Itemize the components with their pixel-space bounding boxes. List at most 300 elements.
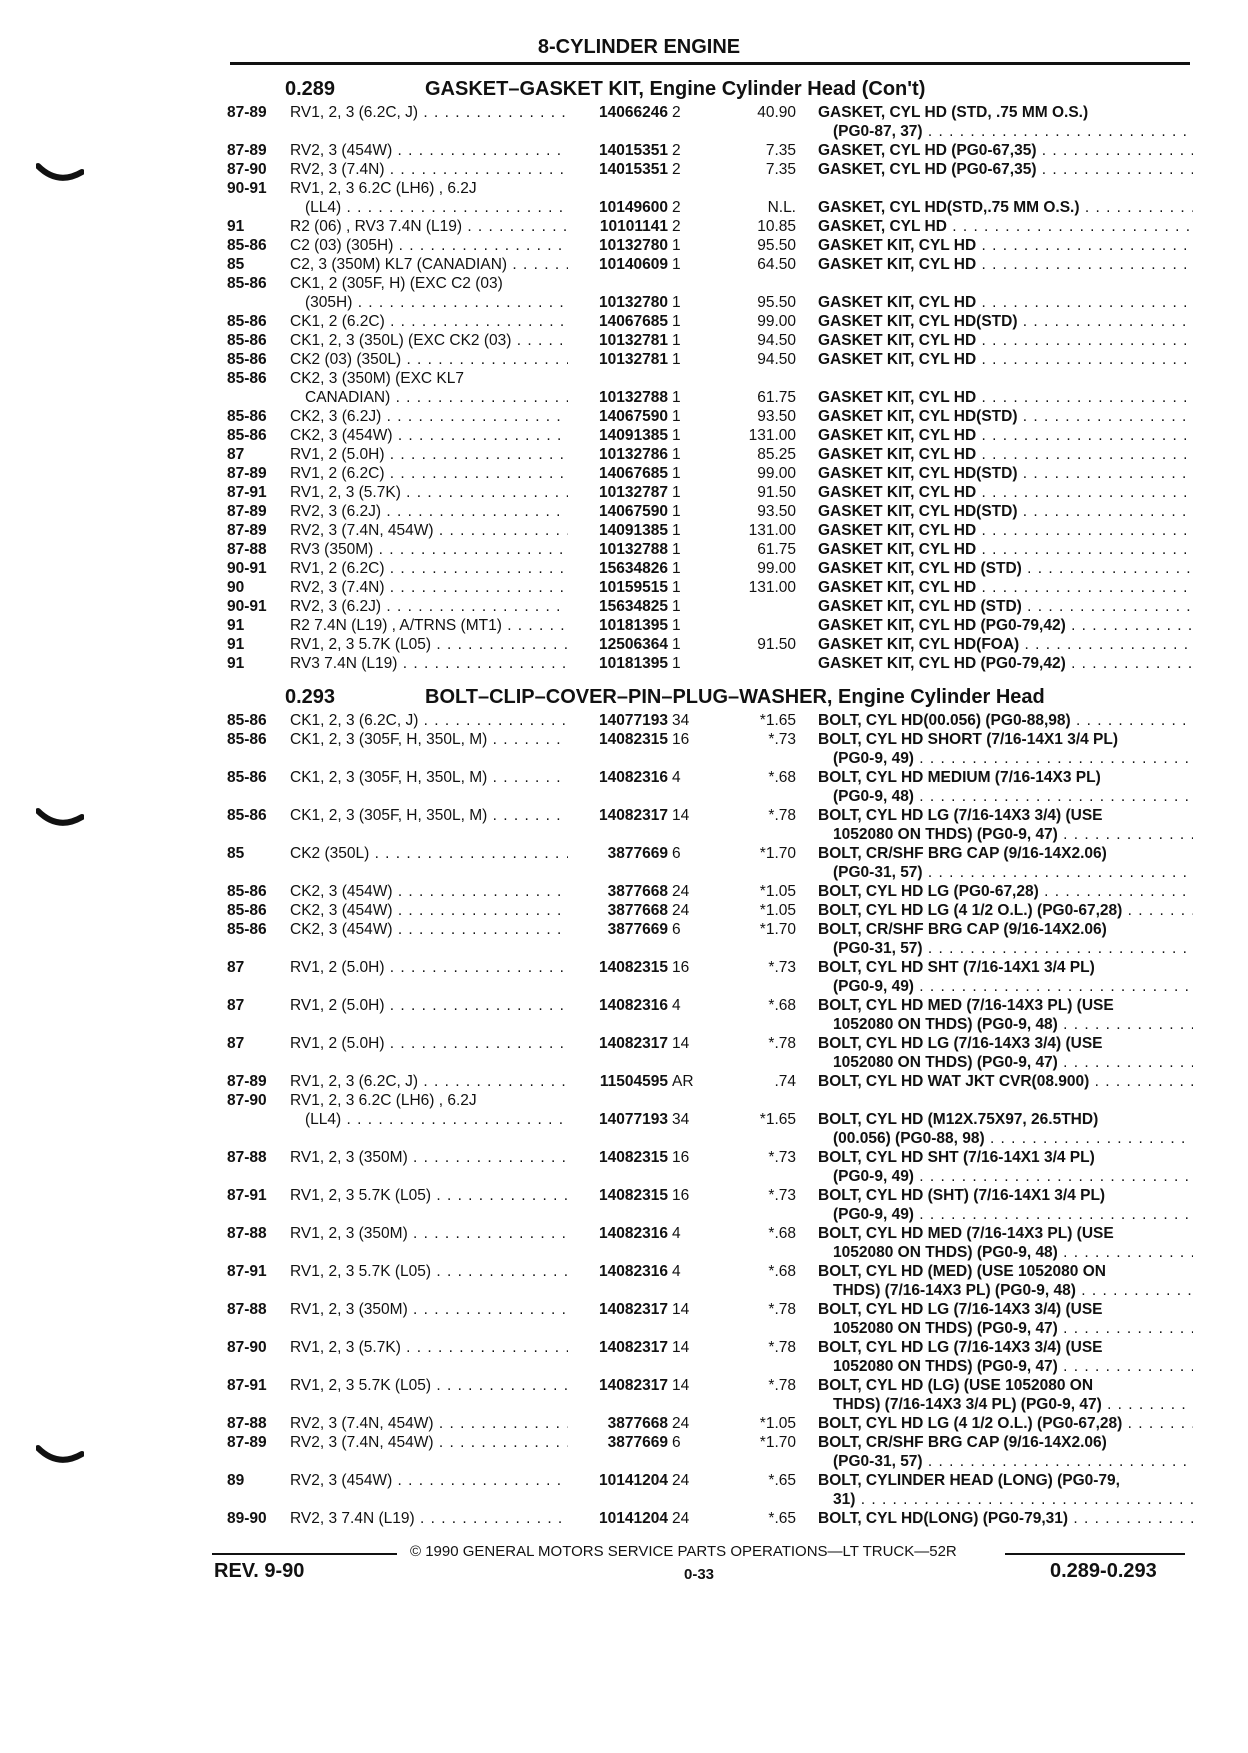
table-row — [0, 617, 1248, 636]
year-cell: 87-89 — [227, 465, 267, 482]
table-row — [0, 560, 1248, 579]
description-continuation: (PG0-9, 48) . . . — [833, 788, 1193, 806]
table-row — [0, 389, 1248, 408]
year-cell: 90-91 — [227, 180, 267, 197]
description-cell: GASKET KIT, CYL HD . . . — [818, 484, 1193, 502]
description-cell: BOLT, CYL HD LG (4 1/2 O.L.) (PG0-67,28) . . . — [818, 902, 1193, 920]
table-row — [0, 199, 1248, 218]
part-number-cell: 10140609 — [599, 256, 668, 273]
table-row — [0, 541, 1248, 560]
price-cell: 61.75 — [757, 541, 796, 558]
part-number-cell: 3877668 — [607, 1415, 668, 1432]
year-cell: 90-91 — [227, 560, 267, 577]
price-cell: *.78 — [768, 807, 796, 824]
part-number-cell: 14082315 — [599, 1149, 668, 1166]
year-cell: 85-86 — [227, 883, 267, 900]
description-continuation: (PG0-9, 49) . . . — [833, 1168, 1193, 1186]
description-continuation: THDS) (7/16-14X3 PL) (PG0-9, 48) . . . — [833, 1282, 1193, 1300]
part-number-cell: 10132787 — [599, 484, 668, 501]
part-number-cell: 14082316 — [599, 1263, 668, 1280]
price-cell: N.L. — [767, 199, 796, 216]
quantity-cell: 1 — [672, 237, 681, 254]
quantity-cell: 2 — [672, 199, 681, 216]
quantity-cell: 2 — [672, 104, 681, 121]
table-row — [0, 427, 1248, 446]
quantity-cell: 24 — [672, 902, 690, 919]
part-number-cell: 14082317 — [599, 1035, 668, 1052]
table-row — [0, 845, 1248, 864]
table-row — [0, 1035, 1248, 1054]
quantity-cell: 2 — [672, 161, 681, 178]
model-cell: CK2, 3 (454W) . . . — [290, 883, 568, 901]
price-cell: 131.00 — [748, 579, 796, 596]
part-number-cell: 10132780 — [599, 237, 668, 254]
description-continuation: 31) . . . — [833, 1491, 1193, 1509]
description-cell: BOLT, CYL HD LG (7/16-14X3 3/4) (USE — [818, 1301, 1103, 1318]
part-number-cell: 10181395 — [599, 655, 668, 672]
description-cell: BOLT, CYL HD(00.056) (PG0-88,98) . . . — [818, 712, 1193, 730]
model-cell: CK2 (350L) . . . — [290, 845, 568, 863]
model-cell: CK2, 3 (6.2J) . . . — [290, 408, 568, 426]
quantity-cell: 1 — [672, 427, 681, 444]
description-cell: GASKET KIT, CYL HD . . . — [818, 351, 1193, 369]
quantity-cell: 4 — [672, 769, 681, 786]
description-cell: BOLT, CYL HD SHT (7/16-14X1 3/4 PL) — [818, 959, 1095, 976]
model-cell: RV1, 2, 3 (5.7K) . . . — [290, 1339, 568, 1357]
model-cell: RV1, 2 (5.0H) . . . — [290, 959, 568, 977]
description-cell: GASKET KIT, CYL HD . . . — [818, 579, 1193, 597]
table-row — [0, 959, 1248, 978]
table-row — [0, 883, 1248, 902]
part-number-cell: 10132788 — [599, 541, 668, 558]
quantity-cell: 1 — [672, 560, 681, 577]
price-cell: 99.00 — [757, 560, 796, 577]
part-number-cell: 10132786 — [599, 446, 668, 463]
model-continuation: CANADIAN) . . . — [305, 389, 568, 407]
table-row-upper — [0, 180, 1248, 199]
part-number-cell: 14067590 — [599, 503, 668, 520]
description-cell: BOLT, CR/SHF BRG CAP (9/16-14X2.06) — [818, 921, 1107, 938]
part-number-cell: 3877669 — [607, 1434, 668, 1451]
model-cell: RV2, 3 (454W) . . . — [290, 142, 568, 160]
part-number-cell: 14077193 — [599, 1111, 668, 1128]
price-cell: *.68 — [768, 769, 796, 786]
description-continuation: (PG0-87, 37) . . . — [833, 123, 1193, 141]
description-continuation: (PG0-31, 57) . . . — [833, 864, 1193, 882]
price-cell: *.73 — [768, 1187, 796, 1204]
description-continuation: 1052080 ON THDS) (PG0-9, 48) . . . — [833, 1244, 1193, 1262]
quantity-cell: 4 — [672, 997, 681, 1014]
description-cell: GASKET KIT, CYL HD . . . — [818, 446, 1193, 464]
quantity-cell: 1 — [672, 351, 681, 368]
part-number-cell: 14015351 — [599, 142, 668, 159]
price-cell: 61.75 — [757, 389, 796, 406]
description-continuation: 1052080 ON THDS) (PG0-9, 47) . . . — [833, 1358, 1193, 1376]
part-number-cell: 3877669 — [607, 921, 668, 938]
description-cell: BOLT, CYL HD MED (7/16-14X3 PL) (USE — [818, 997, 1114, 1014]
year-cell: 89-90 — [227, 1510, 267, 1527]
model-continuation: (305H) . . . — [305, 294, 568, 312]
model-cell: R2 7.4N (L19) , A/TRNS (MT1) . . . — [290, 617, 568, 635]
model-cell: RV1, 2, 3 5.7K (L05) . . . — [290, 1377, 568, 1395]
price-cell: 94.50 — [757, 332, 796, 349]
description-cell: BOLT, CYL HD (MED) (USE 1052080 ON — [818, 1263, 1106, 1280]
part-number-cell: 12506364 — [599, 636, 668, 653]
section-title: GASKET–GASKET KIT, Engine Cylinder Head (Con't) — [425, 78, 926, 100]
section-range: 0.289-0.293 — [1050, 1560, 1157, 1582]
description-cell: BOLT, CYL HD (SHT) (7/16-14X1 3/4 PL) — [818, 1187, 1106, 1204]
quantity-cell: 1 — [672, 655, 681, 672]
page-header: 8-CYLINDER ENGINE — [537, 36, 741, 58]
quantity-cell: 6 — [672, 845, 681, 862]
model-cell: RV2, 3 (454W) . . . — [290, 1472, 568, 1490]
part-number-cell: 3877669 — [607, 845, 668, 862]
quantity-cell: 16 — [672, 1149, 690, 1166]
part-number-cell: 14015351 — [599, 161, 668, 178]
model-cell: RV2, 3 7.4N (L19) . . . — [290, 1510, 568, 1528]
description-cell: GASKET, CYL HD . . . — [818, 218, 1193, 236]
model-cell: CK1, 2, 3 (6.2C, J) . . . — [290, 712, 568, 730]
model-cell: CK1, 2 (305F, H) (EXC C2 (03) — [290, 275, 503, 292]
price-cell: .74 — [774, 1073, 796, 1090]
year-cell: 87-90 — [227, 1092, 267, 1109]
quantity-cell: 1 — [672, 503, 681, 520]
part-number-cell: 15634825 — [599, 598, 668, 615]
description-continuation: (PG0-9, 49) . . . — [833, 1206, 1193, 1224]
quantity-cell: 24 — [672, 1510, 690, 1527]
model-continuation: (LL4) . . . — [305, 199, 568, 217]
description-cell: BOLT, CYL HD LG (7/16-14X3 3/4) (USE — [818, 1339, 1103, 1356]
binding-hole-mark — [36, 805, 84, 831]
quantity-cell: 14 — [672, 1339, 690, 1356]
part-number-cell: 14067685 — [599, 313, 668, 330]
binding-hole-mark — [36, 1442, 84, 1468]
quantity-cell: 16 — [672, 959, 690, 976]
year-cell: 87-90 — [227, 1339, 267, 1356]
description-continuation: 1052080 ON THDS) (PG0-9, 47) . . . — [833, 1054, 1193, 1072]
quantity-cell: 1 — [672, 541, 681, 558]
table-row — [0, 579, 1248, 598]
part-number-cell: 14082316 — [599, 997, 668, 1014]
price-cell: 91.50 — [757, 636, 796, 653]
model-cell: RV1, 2, 3 6.2C (LH6) , 6.2J — [290, 1092, 477, 1109]
price-cell: *.68 — [768, 1225, 796, 1242]
price-cell: 99.00 — [757, 313, 796, 330]
part-number-cell: 14082316 — [599, 769, 668, 786]
quantity-cell: 16 — [672, 1187, 690, 1204]
quantity-cell: 1 — [672, 598, 681, 615]
year-cell: 91 — [227, 636, 245, 653]
model-cell: CK2, 3 (350M) (EXC KL7 — [290, 370, 465, 387]
section-heading-0289 — [285, 78, 925, 101]
description-cell: GASKET, CYL HD (PG0-67,35) . . . — [818, 161, 1193, 179]
model-cell: RV2, 3 (7.4N, 454W) . . . — [290, 1415, 568, 1433]
description-cell: BOLT, CYL HD (LG) (USE 1052080 ON — [818, 1377, 1094, 1394]
year-cell: 85 — [227, 256, 245, 273]
table-row — [0, 769, 1248, 788]
description-cell: BOLT, CYL HD (M12X.75X97, 26.5THD) — [818, 1111, 1099, 1128]
section-code: 0.289 — [285, 78, 336, 100]
year-cell: 85-86 — [227, 275, 267, 292]
table-row — [0, 446, 1248, 465]
description-cell: GASKET KIT, CYL HD . . . — [818, 389, 1193, 407]
table-row — [0, 1377, 1248, 1396]
price-cell: *.65 — [768, 1510, 796, 1527]
description-continuation: (PG0-9, 49) . . . — [833, 750, 1193, 768]
quantity-cell: 4 — [672, 1225, 681, 1242]
table-row — [0, 636, 1248, 655]
quantity-cell: 2 — [672, 142, 681, 159]
model-cell: RV1, 2, 3 5.7K (L05) . . . — [290, 1263, 568, 1281]
description-continuation: 1052080 ON THDS) (PG0-9, 48) . . . — [833, 1016, 1193, 1034]
description-cell: BOLT, CYL HD SHT (7/16-14X1 3/4 PL) — [818, 1149, 1095, 1166]
year-cell: 89 — [227, 1472, 245, 1489]
table-row — [0, 655, 1248, 674]
quantity-cell: 1 — [672, 636, 681, 653]
price-cell: *.78 — [768, 1301, 796, 1318]
year-cell: 85-86 — [227, 370, 267, 387]
table-row — [0, 142, 1248, 161]
year-cell: 87-88 — [227, 541, 267, 558]
price-cell: *.73 — [768, 959, 796, 976]
year-cell: 91 — [227, 655, 245, 672]
part-number-cell: 14066246 — [599, 104, 668, 121]
price-cell: *.78 — [768, 1339, 796, 1356]
year-cell: 85-86 — [227, 807, 267, 824]
quantity-cell: 1 — [672, 294, 681, 311]
part-number-cell: 14082315 — [599, 1187, 668, 1204]
price-cell: *.73 — [768, 731, 796, 748]
model-cell: RV1, 2 (6.2C) . . . — [290, 465, 568, 483]
price-cell: 94.50 — [757, 351, 796, 368]
price-cell: 7.35 — [765, 142, 796, 159]
description-cell: GASKET KIT, CYL HD(FOA) . . . — [818, 636, 1193, 654]
model-cell: RV1, 2, 3 (350M) . . . — [290, 1301, 568, 1319]
description-cell: BOLT, CYL HD MED (7/16-14X3 PL) (USE — [818, 1225, 1114, 1242]
year-cell: 87-91 — [227, 484, 267, 501]
model-cell: CK1, 2 (6.2C) . . . — [290, 313, 568, 331]
model-cell: RV1, 2, 3 6.2C (LH6) , 6.2J — [290, 180, 477, 197]
description-cell: GASKET KIT, CYL HD (PG0-79,42) . . . — [818, 617, 1193, 635]
description-cell: GASKET KIT, CYL HD . . . — [818, 256, 1193, 274]
year-cell: 87-88 — [227, 1301, 267, 1318]
quantity-cell: 1 — [672, 484, 681, 501]
model-cell: RV3 7.4N (L19) . . . — [290, 655, 568, 673]
model-cell: RV1, 2 (6.2C) . . . — [290, 560, 568, 578]
table-row — [0, 104, 1248, 123]
price-cell: 95.50 — [757, 294, 796, 311]
price-cell: 85.25 — [757, 446, 796, 463]
year-cell: 87-90 — [227, 161, 267, 178]
table-row — [0, 1472, 1248, 1491]
description-cell: BOLT, CYL HD MEDIUM (7/16-14X3 PL) — [818, 769, 1101, 786]
year-cell: 87-89 — [227, 104, 267, 121]
part-number-cell: 10132788 — [599, 389, 668, 406]
year-cell: 87-91 — [227, 1263, 267, 1280]
quantity-cell: 14 — [672, 1377, 690, 1394]
model-cell: CK1, 2, 3 (305F, H, 350L, M) . . . — [290, 807, 568, 825]
quantity-cell: 1 — [672, 389, 681, 406]
model-cell: CK1, 2, 3 (305F, H, 350L, M) . . . — [290, 731, 568, 749]
model-cell: CK2, 3 (454W) . . . — [290, 921, 568, 939]
part-number-cell: 10181395 — [599, 617, 668, 634]
part-number-cell: 14067590 — [599, 408, 668, 425]
section-title: BOLT–CLIP–COVER–PIN–PLUG–WASHER, Engine Cylinder Head — [425, 686, 1045, 708]
year-cell: 87-91 — [227, 1377, 267, 1394]
quantity-cell: 1 — [672, 408, 681, 425]
model-cell: RV1, 2, 3 (6.2C, J) . . . — [290, 104, 568, 122]
year-cell: 85-86 — [227, 351, 267, 368]
year-cell: 87-89 — [227, 1073, 267, 1090]
part-number-cell: 10141204 — [599, 1510, 668, 1527]
year-cell: 85-86 — [227, 731, 267, 748]
year-cell: 87 — [227, 446, 245, 463]
table-row — [0, 256, 1248, 275]
part-number-cell: 11504595 — [599, 1073, 668, 1090]
model-cell: R2 (06) , RV3 7.4N (L19) . . . — [290, 218, 568, 236]
model-cell: RV1, 2, 3 5.7K (L05) . . . — [290, 636, 568, 654]
table-row — [0, 1301, 1248, 1320]
table-row — [0, 1510, 1248, 1529]
part-number-cell: 10132781 — [599, 351, 668, 368]
table-row — [0, 1225, 1248, 1244]
table-row-upper — [0, 370, 1248, 389]
quantity-cell: 14 — [672, 1301, 690, 1318]
description-cell: GASKET KIT, CYL HD(STD) . . . — [818, 503, 1193, 521]
price-cell: *1.05 — [759, 1415, 796, 1432]
year-cell: 85-86 — [227, 427, 267, 444]
model-cell: RV1, 2, 3 (350M) . . . — [290, 1225, 568, 1243]
table-row — [0, 598, 1248, 617]
table-row — [0, 807, 1248, 826]
year-cell: 87-89 — [227, 1434, 267, 1451]
section-heading-0293 — [285, 686, 1045, 709]
description-cell: BOLT, CR/SHF BRG CAP (9/16-14X2.06) — [818, 845, 1107, 862]
quantity-cell: 4 — [672, 1263, 681, 1280]
table-row — [0, 1187, 1248, 1206]
quantity-cell: 14 — [672, 1035, 690, 1052]
description-cell: GASKET KIT, CYL HD(STD) . . . — [818, 408, 1193, 426]
table-row — [0, 1111, 1248, 1130]
description-cell: GASKET KIT, CYL HD (STD) . . . — [818, 598, 1193, 616]
binding-hole-mark — [36, 160, 84, 186]
part-number-cell: 10132780 — [599, 294, 668, 311]
quantity-cell: 24 — [672, 1415, 690, 1432]
part-number-cell: 15634826 — [599, 560, 668, 577]
year-cell: 87-88 — [227, 1225, 267, 1242]
quantity-cell: 1 — [672, 465, 681, 482]
model-cell: CK1, 2, 3 (350L) (EXC CK2 (03) . . . — [290, 332, 568, 350]
description-continuation: (PG0-31, 57) . . . — [833, 940, 1193, 958]
model-cell: RV3 (350M) . . . — [290, 541, 568, 559]
description-continuation: (PG0-31, 57) . . . — [833, 1453, 1193, 1471]
price-cell: *.78 — [768, 1377, 796, 1394]
price-cell: *.68 — [768, 997, 796, 1014]
year-cell: 87-89 — [227, 503, 267, 520]
table-row — [0, 408, 1248, 427]
description-continuation: 1052080 ON THDS) (PG0-9, 47) . . . — [833, 1320, 1193, 1338]
table-row — [0, 218, 1248, 237]
model-cell: RV1, 2, 3 (5.7K) . . . — [290, 484, 568, 502]
description-cell: BOLT, CYL HD WAT JKT CVR(08.900) . . . — [818, 1073, 1193, 1091]
year-cell: 87-88 — [227, 1415, 267, 1432]
price-cell: 93.50 — [757, 503, 796, 520]
year-cell: 87-89 — [227, 142, 267, 159]
part-number-cell: 10159515 — [599, 579, 668, 596]
price-cell: *.78 — [768, 1035, 796, 1052]
part-number-cell: 10132781 — [599, 332, 668, 349]
year-cell: 87 — [227, 1035, 245, 1052]
footer-rule — [212, 1553, 397, 1555]
description-continuation: 1052080 ON THDS) (PG0-9, 47) . . . — [833, 826, 1193, 844]
table-row — [0, 237, 1248, 256]
price-cell: 10.85 — [757, 218, 796, 235]
description-cell: BOLT, CYL HD(LONG) (PG0-79,31) . . . — [818, 1510, 1193, 1528]
price-cell: *1.65 — [759, 1111, 796, 1128]
description-cell: GASKET KIT, CYL HD . . . — [818, 522, 1193, 540]
model-cell: RV1, 2 (5.0H) . . . — [290, 446, 568, 464]
part-number-cell: 3877668 — [607, 883, 668, 900]
description-cell: BOLT, CYL HD LG (7/16-14X3 3/4) (USE — [818, 807, 1103, 824]
price-cell: 64.50 — [757, 256, 796, 273]
year-cell: 90-91 — [227, 598, 267, 615]
model-cell: RV1, 2 (5.0H) . . . — [290, 997, 568, 1015]
section-code: 0.293 — [285, 686, 336, 708]
model-cell: RV2, 3 (6.2J) . . . — [290, 598, 568, 616]
quantity-cell: 1 — [672, 313, 681, 330]
year-cell: 85 — [227, 845, 245, 862]
part-number-cell: 10101141 — [599, 218, 668, 235]
part-number-cell: 14082317 — [599, 1301, 668, 1318]
description-cell: GASKET KIT, CYL HD . . . — [818, 427, 1193, 445]
price-cell: *1.05 — [759, 883, 796, 900]
model-cell: RV2, 3 (7.4N) . . . — [290, 161, 568, 179]
quantity-cell: 24 — [672, 883, 690, 900]
description-continuation: (00.056) (PG0-88, 98) . . . — [833, 1130, 1193, 1148]
table-row — [0, 1263, 1248, 1282]
price-cell: *1.65 — [759, 712, 796, 729]
table-row — [0, 997, 1248, 1016]
table-row — [0, 712, 1248, 731]
year-cell: 85-86 — [227, 313, 267, 330]
page-number: 0-33 — [684, 1566, 715, 1583]
price-cell: 131.00 — [748, 522, 796, 539]
year-cell: 85-86 — [227, 921, 267, 938]
price-cell: 91.50 — [757, 484, 796, 501]
year-cell: 85-86 — [227, 712, 267, 729]
description-cell: GASKET KIT, CYL HD . . . — [818, 294, 1193, 312]
table-row-upper — [0, 275, 1248, 294]
description-cell: GASKET, CYL HD(STD,.75 MM O.S.) . . . — [818, 199, 1193, 217]
table-row — [0, 1073, 1248, 1092]
price-cell: 93.50 — [757, 408, 796, 425]
part-number-cell: 14091385 — [599, 522, 668, 539]
price-cell: *1.70 — [759, 1434, 796, 1451]
price-cell: *1.05 — [759, 902, 796, 919]
part-number-cell: 14067685 — [599, 465, 668, 482]
description-cell: GASKET KIT, CYL HD . . . — [818, 237, 1193, 255]
quantity-cell: 34 — [672, 712, 690, 729]
description-cell: BOLT, CYLINDER HEAD (LONG) (PG0-79, — [818, 1472, 1120, 1489]
price-cell: 7.35 — [765, 161, 796, 178]
revision-label: REV. 9-90 — [214, 1560, 305, 1582]
model-cell: C2 (03) (305H) . . . — [290, 237, 568, 255]
year-cell: 85-86 — [227, 769, 267, 786]
price-cell: 131.00 — [748, 427, 796, 444]
table-row — [0, 921, 1248, 940]
model-cell: RV1, 2, 3 (350M) . . . — [290, 1149, 568, 1167]
table-row — [0, 1149, 1248, 1168]
